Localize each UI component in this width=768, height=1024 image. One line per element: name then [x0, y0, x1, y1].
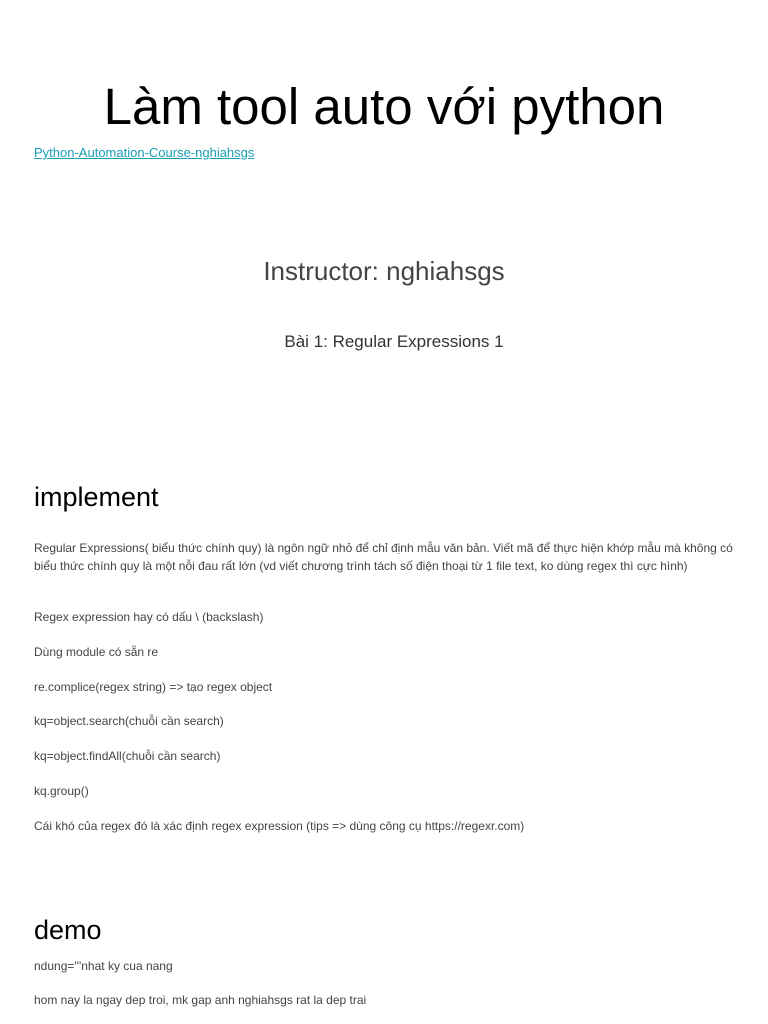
- implement-paragraph: kq=object.findAll(chuỗi cần search): [34, 749, 221, 763]
- implement-paragraph: Dùng module có sẵn re: [34, 645, 159, 659]
- instructor-heading: Instructor: nghiahsgs: [263, 256, 505, 286]
- implement-paragraph: kq.group(): [34, 784, 89, 798]
- implement-heading: implement: [34, 482, 159, 512]
- implement-paragraph: Regular Expressions( biểu thức chính quy) là ngôn ngữ nhỏ để chỉ định mẫu văn bản. Viết mã để thực hiện khớp mẫu mà không có biểu thức chính quy là một nỗi đau rất lớn (vd viết chương trình tách số điện thoại từ 1 file text, ko dùng regex thì cực hình): [34, 541, 733, 573]
- implement-paragraph: Regex expression hay có dấu \ (backslash): [34, 610, 264, 624]
- implement-paragraph: Cái khó của regex đó là xác định regex expression (tips => dùng công cụ https://regexr.com): [34, 819, 525, 833]
- course-link[interactable]: Python-Automation-Course-nghiahsgs: [34, 145, 255, 160]
- demo-code-line: hom nay la ngay dep troi, mk gap anh nghiahsgs rat la dep trai: [34, 993, 367, 1007]
- demo-code-line: ndung='''nhat ky cua nang: [34, 959, 173, 973]
- demo-heading: demo: [34, 915, 102, 945]
- implement-paragraph: kq=object.search(chuỗi cần search): [34, 714, 224, 728]
- document-title: Làm tool auto với python: [103, 78, 665, 135]
- implement-paragraph: re.complice(regex string) => tạo regex object: [34, 680, 273, 694]
- lesson-title: Bài 1: Regular Expressions 1: [284, 332, 504, 351]
